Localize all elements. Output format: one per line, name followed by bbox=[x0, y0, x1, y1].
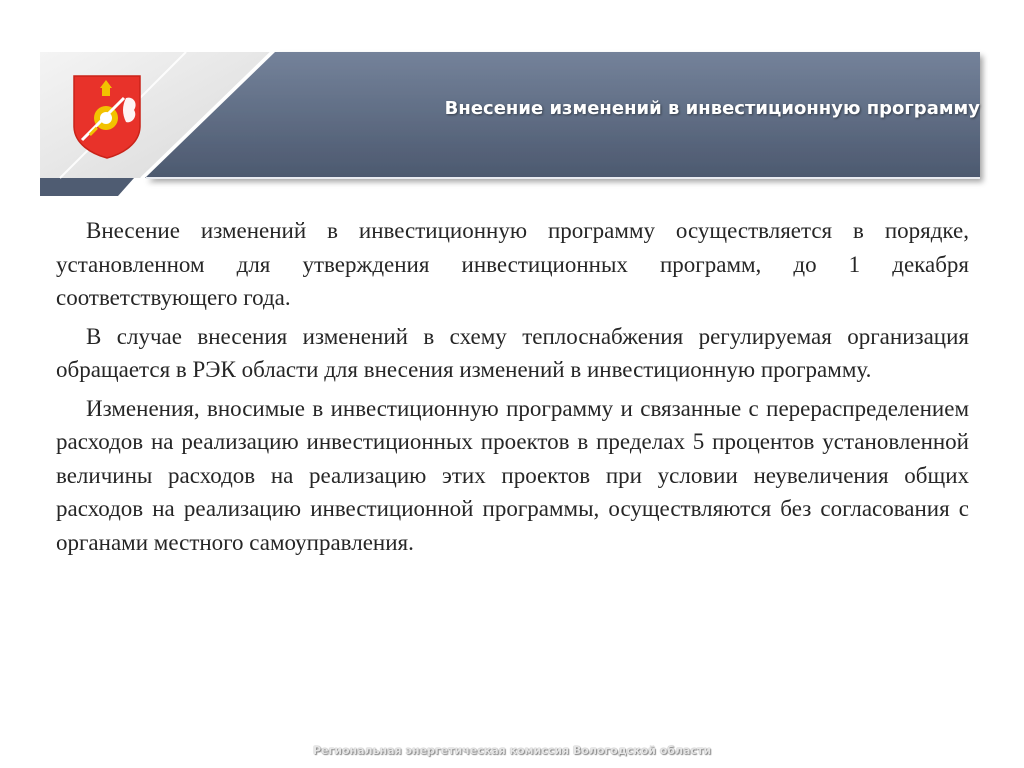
vologda-coat-of-arms-icon bbox=[72, 74, 142, 160]
page-title: Внесение изменений в инвестиционную программу bbox=[444, 98, 980, 119]
body-text bbox=[56, 214, 969, 564]
paragraph: Изменения, вносимые в инвестиционную программу и связанные с перераспределением расходов на реализацию инвестиционных проектов в пределах 5 процентов установленной величины расходов на реализацию этих проектов при условии неувеличения общих расходов на реализацию инвестиционной программы, осуществляются без согласования с органами местного самоуправления. bbox=[56, 395, 969, 555]
footer-organization: Региональная энергетическая комиссия Вологодской области bbox=[312, 744, 712, 757]
paragraph: В случае внесения изменений в схему теплоснабжения регулируемая организация обращается в РЭК области для внесения изменений в инвестиционную программу. bbox=[56, 323, 969, 382]
paragraph: Внесение изменений в инвестиционную программу осуществляется в порядке, установленном для утверждения инвестиционных программ, до 1 декабря соответствующего года. bbox=[56, 218, 969, 310]
